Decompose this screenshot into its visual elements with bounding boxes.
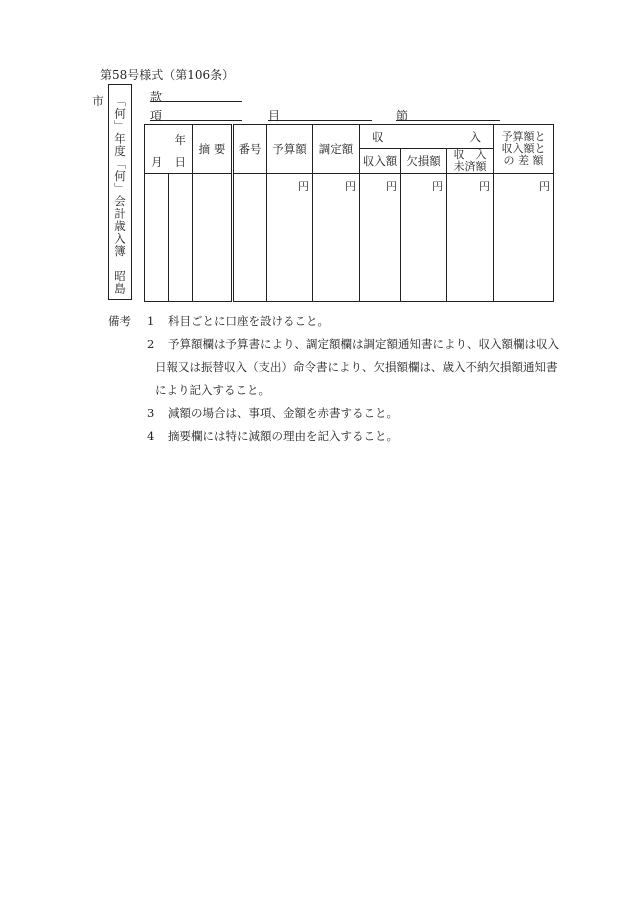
note-text-continued: により記入すること。 xyxy=(155,383,270,397)
deficit-header: 欠損額 xyxy=(401,149,447,174)
form-title: 第58号様式（第106条） xyxy=(100,68,235,82)
number-cell xyxy=(233,174,267,302)
summary-header: 摘 要 xyxy=(193,125,233,174)
header-kou-line xyxy=(150,120,242,121)
header-moku-line xyxy=(268,120,372,121)
income-group-header xyxy=(360,125,494,149)
note-number: 2 xyxy=(147,337,155,351)
day-cell xyxy=(169,174,193,302)
ledger-table xyxy=(144,124,554,302)
note-number: 4 xyxy=(147,429,155,443)
summary-cell xyxy=(193,174,233,302)
difference-line2: 収入額と xyxy=(501,142,546,155)
header-moku-label: 目 xyxy=(268,109,281,123)
note-text-continued: 日報又は振替収入（支出）命令書により、欠損額欄は、歳入不納欠損額通知書 xyxy=(155,360,558,374)
assessed-yen: 円 xyxy=(313,174,360,302)
budget-yen: 円 xyxy=(267,174,313,302)
difference-yen: 円 xyxy=(494,174,554,302)
header-setsu-line xyxy=(396,120,500,121)
number-header: 番号 xyxy=(233,125,267,174)
received-header: 収入額 xyxy=(360,149,401,174)
date-header-cell xyxy=(145,125,193,174)
unpaid-line2: 未済額 xyxy=(453,160,487,173)
month-cell xyxy=(145,174,169,302)
assessed-header: 調定額 xyxy=(313,125,360,174)
unpaid-line1: 収 入 xyxy=(453,148,487,161)
note-text: 予算額欄は予算書により、調定額欄は調定額通知書により、収入額欄は収入 xyxy=(168,337,559,351)
income-group-char1: 収 xyxy=(372,129,384,144)
day-label: 日 xyxy=(174,155,186,169)
note-text: 摘要欄には特に減額の理由を記入すること。 xyxy=(168,429,398,443)
difference-line1: 予算額と xyxy=(501,130,546,143)
notes-section xyxy=(108,310,578,448)
header-kan-line xyxy=(150,101,242,102)
difference-header xyxy=(494,125,554,174)
year-label: 年 xyxy=(174,133,186,147)
note-text: 科目ごとに口座を設けること。 xyxy=(168,314,329,328)
deficit-yen: 円 xyxy=(401,174,447,302)
note-row xyxy=(108,356,578,379)
note-row xyxy=(108,402,578,425)
unpaid-header xyxy=(447,149,494,174)
header-setsu-label: 節 xyxy=(396,109,409,123)
month-label: 月 xyxy=(151,155,163,169)
note-row xyxy=(108,425,578,448)
received-yen: 円 xyxy=(360,174,401,302)
note-number: 1 xyxy=(147,314,155,328)
difference-line3: の 差 額 xyxy=(503,154,544,167)
notes-label: 備考 xyxy=(108,314,131,328)
vertical-label-box xyxy=(91,84,132,300)
note-row xyxy=(108,333,578,356)
note-row xyxy=(108,310,578,333)
income-group-char2: 入 xyxy=(469,129,481,144)
budget-header: 予算額 xyxy=(267,125,313,174)
unpaid-yen: 円 xyxy=(447,174,494,302)
vertical-label: 「何」年度「何」会計歳入簿 昭島市 xyxy=(91,95,127,295)
note-text: 減額の場合は、事項、金額を赤書すること。 xyxy=(168,406,398,420)
note-row xyxy=(108,379,578,402)
note-number: 3 xyxy=(147,406,155,420)
header-kan-label: 款 xyxy=(150,90,163,104)
header-kou-label: 項 xyxy=(150,109,163,123)
